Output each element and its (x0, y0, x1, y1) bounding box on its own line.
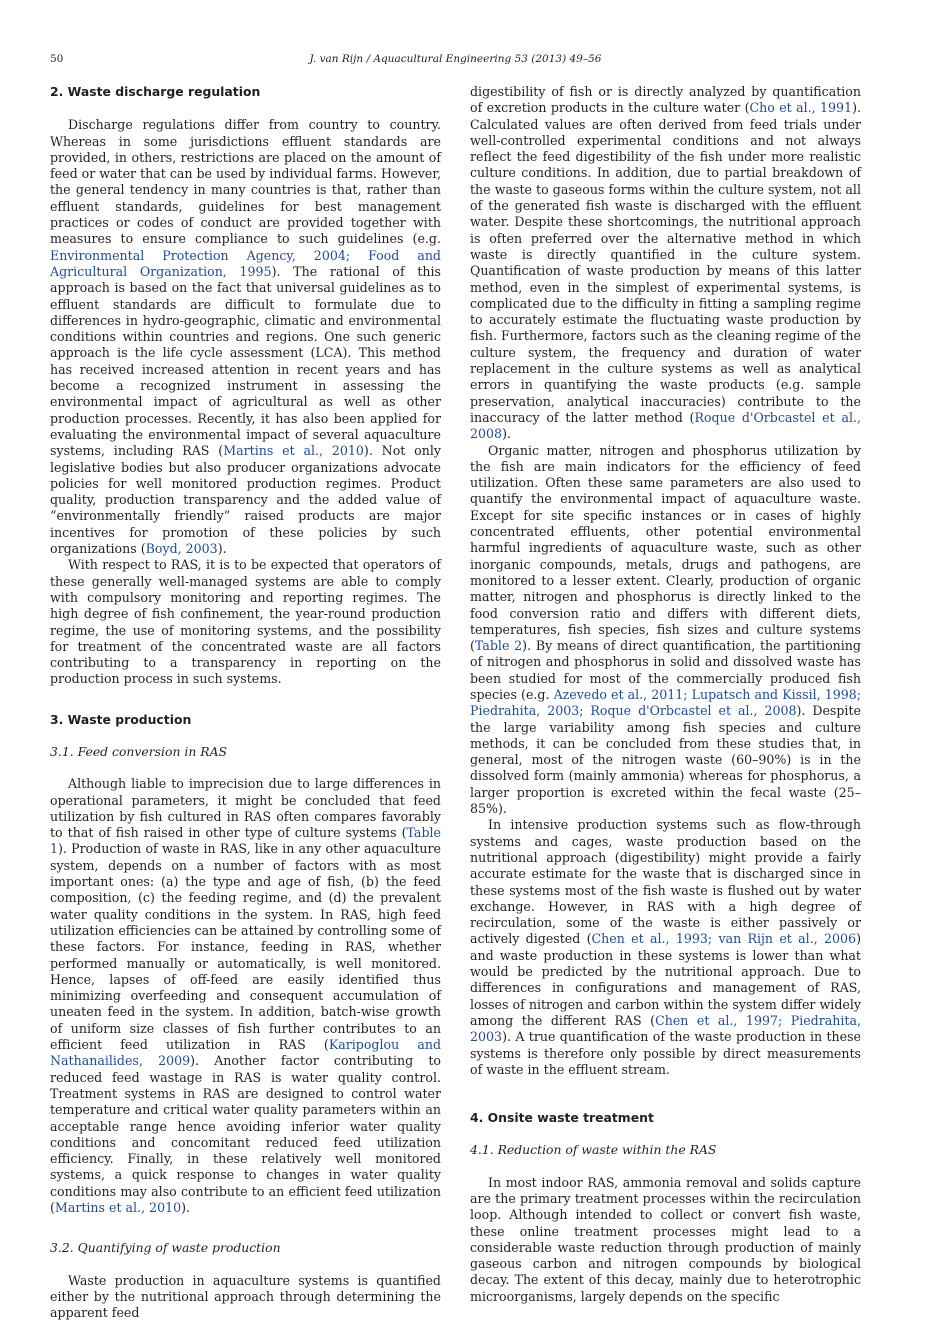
subsection-3-1-heading: 3.1. Feed conversion in RAS (50, 743, 228, 759)
table-link[interactable]: Table 2 (474, 638, 523, 654)
section-2-heading: 2. Waste discharge regulation (50, 84, 261, 99)
paragraph: digestibility of fish or is directly analyzed by quantification of excretion products in the culture water (Cho et al., 1991). Calculated values are often derived from feed trials under well-controlled experimental conditions and not always reflect the feed digestibility of the fish under more realistic culture conditions. In addition, due to partial breakdown of the waste to gaseous forms within the culture system, not all of the generated fish waste is discharged with the effluent water. Despite these shortcomings, the nutritional approach is often preferred over the alternative method in which waste is directly quantified in the culture system. Quantification of waste production by means of this latter method, even in the simplest of experimental systems, is complicated due to the difficulty in fitting a sampling regime to accurately estimate the fluctuating waste production by fish. Furthermore, factors such as the cleaning regime of the culture system, the frequency and duration of water replacement in the culture systems as well as analytical errors in quantifying the waste products (e.g. sample preservation, analytical inaccuracies) contribute to the inaccuracy of the latter method (Roque d'Orbcastel et al., 2008). (470, 84, 861, 442)
citation-link[interactable]: Roque d'Orbcastel et al., 2008 (470, 409, 861, 442)
citation-link[interactable]: Chen et al., 1997; Piedrahita, 2003 (470, 1012, 861, 1045)
paragraph: In most indoor RAS, ammonia removal and solids capture are the primary treatment processes within the recirculation loop. Although intended to collect or convert fish waste, these online treatment processes might lead to a considerable waste reduction through production of mainly gaseous carbon and nitrogen compounds by biological decay. The extent of this decay, mainly due to heterotrophic microorganisms, largely depends on the specific (470, 1174, 861, 1304)
paragraph: Although liable to imprecision due to large differences in operational parameters, it might be concluded that feed utilization by fish cultured in RAS often compares favorably to that of fish raised in other type of culture systems (Table 1). Production of waste in RAS, like in any other aquaculture system, depends on a number of factors with as most important ones: (a) the type and age of fish, (b) the feed composition, (c) the feeding regime, and (d) the prevalent water quality conditions in the system. In RAS, high feed utilization efficiencies can be attained by controlling some of these factors. For instance, feeding in RAS, whether performed manually or automatically, is well monitored. Hence, lapses of off-feed are easily identified thus minimizing overfeeding and consequent accumulation of uneaten feed in the system. In addition, batch-wise growth of uniform size classes of fish further contributes to an efficient feed utilization in RAS (Karipoglou and Nathanailides, 2009). Another factor contributing to reduced feed wastage in RAS is water quality control. Treatment systems in RAS are designed to control water temperature and critical water quality parameters within an acceptable range hence avoiding inferior water quality conditions and concomitant reduced feed utilization efficiency. Finally, in these relatively well monitored systems, a quick response to changes in water quality conditions may also contribute to an efficient feed utilization (Martins et al., 2010). (50, 776, 442, 1215)
citation-link[interactable]: Azevedo et al., 2011; Lupatsch and Kissil, 1998; Piedrahita, 2003; Roque d'Orbcastel et al., 2008 (470, 686, 861, 719)
running-header (50, 53, 861, 69)
paragraph: Discharge regulations differ from country to country. Whereas in some jurisdictions effluent standards are provided, in others, restrictions are placed on the amount of feed or water that can be used by individual farms. However, the general tendency in many countries is that, rather than effluent standards, guidelines for best management practices or codes of conduct are provided together with measures to ensure compliance to such guidelines (e.g. Environmental Protection Agency, 2004; Food and Agricultural Organization, 1995). The rational of this approach is based on the fact that universal guidelines as to effluent standards are difficult to formulate due to differences in hydro-geographic, climatic and environmental conditions within countries and regions. One such generic approach is the life cycle assessment (LCA). This method has received increased attention in recent years and has become a recognized instrument in assessing the environmental impact of agricultural as well as other production processes. Recently, it has also been applied for evaluating the environmental impact of several aquaculture systems, including RAS (Martins et al., 2010). Not only legislative bodies but also producer organizations advocate policies for well monitored production regimes. Product quality, production transparency and the added value of “environmentally friendly” raised products are major incentives for promotion of these policies by such organizations (Boyd, 2003). (50, 117, 442, 557)
right-column (470, 84, 861, 1305)
section-3-heading: 3. Waste production (50, 711, 192, 727)
paragraph: With respect to RAS, it is to be expected that operators of these generally well-managed systems are able to comply with compulsory monitoring and reporting regimes. The high degree of fish confinement, the year-round production regime, the use of monitoring systems, and the possibility for treatment of the concentrated waste are all factors contributing to a transparency in reporting on the production process in such systems. (50, 557, 441, 687)
page-number: 50 (50, 53, 64, 65)
citation-link[interactable]: Martins et al., 2010 (54, 1200, 182, 1215)
left-column (50, 84, 441, 1321)
citation-link[interactable]: Environmental Protection Agency, 2004; Food and Agricultural Organization, 1995 (50, 247, 441, 279)
citation-link[interactable]: Karipoglou and Nathanailides, 2009 (50, 1037, 442, 1069)
journal-reference: J. van Rijn / Aquacultural Engineering 53 (2013) 49–56 (309, 53, 602, 65)
paragraph: Organic matter, nitrogen and phosphorus utilization by the fish are main indicators for the efficiency of feed utilization. Often these same parameters are also used to quantify the environmental impact of aquaculture waste. Except for site specific instances or in cases of highly concentrated effluents, other potential environmental harmful ingredients of aquaculture waste, such as other inorganic compounds, metals, drugs and pathogens, are monitored to a lesser extent. Clearly, production of organic matter, nitrogen and phosphorus is directly linked to the food conversion ratio and differs with different diets, temperatures, fish species, fish sizes and culture systems (Table 2). By means of direct quantification, the partitioning of nitrogen and phosphorus in solid and dissolved waste has been studied for most of the commercially produced fish species (e.g. Azevedo et al., 2011; Lupatsch and Kissil, 1998; Piedrahita, 2003; Roque d'Orbcastel et al., 2008). Despite the large variability among fish species and culture methods, it can be concluded from these studies that, in general, most of the nitrogen waste (60–90%) is in the dissolved form (mainly ammonia) whereas for phosphorus, a larger proportion is excreted within the fecal waste (25–85%). (470, 442, 861, 817)
citation-link[interactable]: Chen et al., 1993; van Rijn et al., 2006 (591, 931, 857, 947)
subsection-3-2-heading: 3.2. Quantifying of waste production (50, 1240, 281, 1256)
subsection-4-1-heading: 4.1. Reduction of waste within the RAS (470, 1142, 717, 1158)
citation-link[interactable]: Martins et al., 2010 (223, 443, 364, 459)
citation-link[interactable]: Boyd, 2003 (145, 541, 218, 557)
table-link[interactable]: Table 1 (50, 825, 441, 857)
paragraph: Waste production in aquaculture systems is quantified either by the nutritional approach through determining the apparent feed (50, 1272, 441, 1321)
section-4-heading: 4. Onsite waste treatment (470, 1110, 654, 1126)
citation-link[interactable]: Cho et al., 1991 (749, 100, 853, 116)
paragraph: In intensive production systems such as flow-through systems and cages, waste production based on the nutritional approach (digestibility) might provide a fairly accurate estimate for the waste that is discharged since in these systems most of the fish waste is flushed out by water exchange. However, in RAS with a high degree of recirculation, some of the waste is either passively or actively digested (Chen et al., 1993; van Rijn et al., 2006) and waste production in these systems is lower than what would be predicted by the nutritional approach. Due to differences in configurations and management of RAS, losses of nitrogen and carbon within the system differ widely among the different RAS (Chen et al., 1997; Piedrahita, 2003). A true quantification of the waste production in these systems is therefore only possible by direct measurements of waste in the effluent stream. (470, 817, 861, 1077)
